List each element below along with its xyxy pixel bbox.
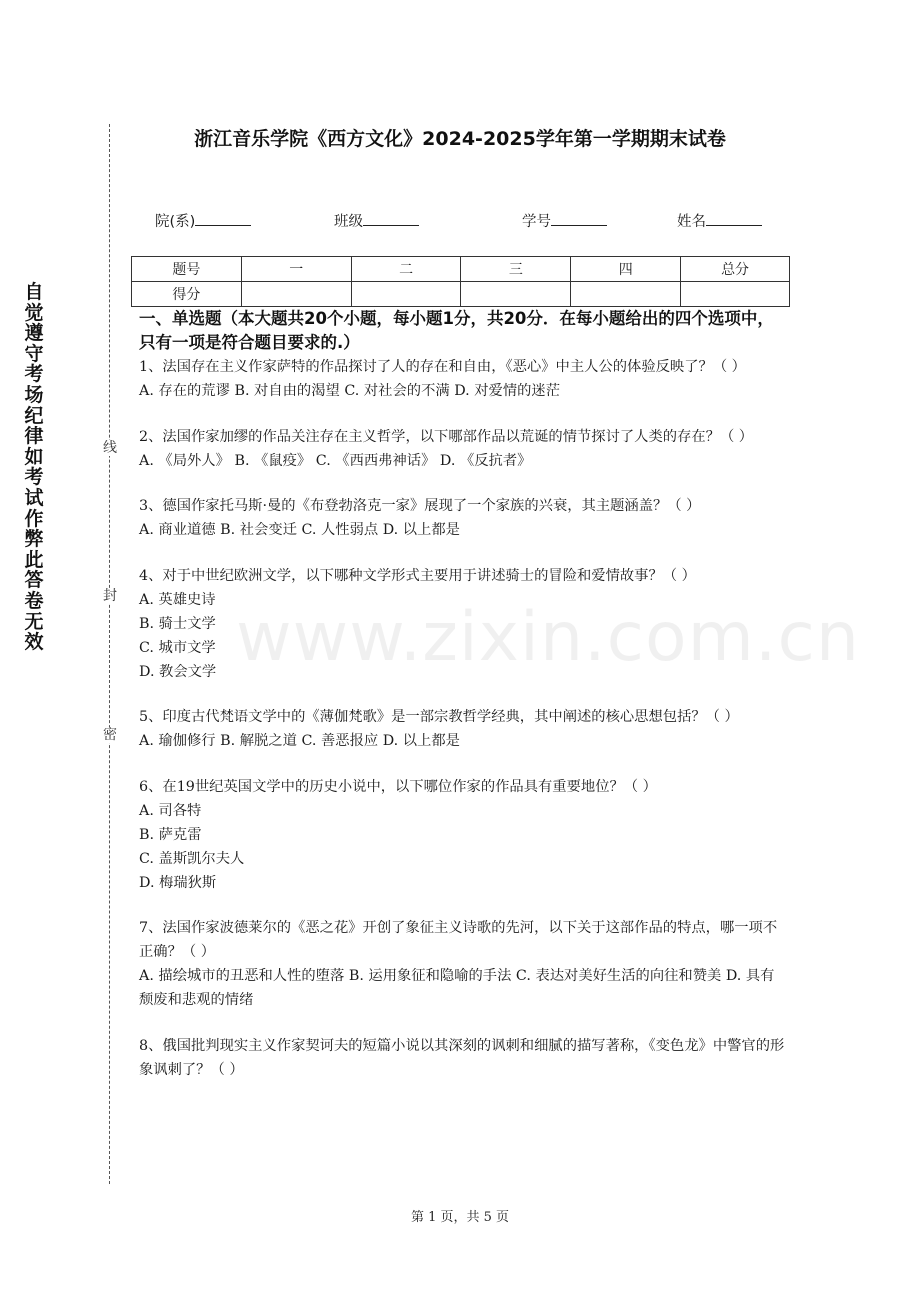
- class-blank[interactable]: [363, 211, 419, 226]
- section-heading: 一、单选题（本大题共20个小题，每小题1分，共20分．在每小题给出的四个选项中，只有一项是符合题目要求的.）: [139, 309, 774, 352]
- question-option: D. 教会文学: [139, 663, 217, 680]
- question-item: [139, 494, 787, 542]
- score-cell[interactable]: [461, 282, 571, 307]
- question-item: [139, 355, 787, 403]
- score-table-header-cell: 三: [461, 257, 571, 282]
- name-blank[interactable]: [706, 211, 762, 226]
- department-field[interactable]: [155, 211, 251, 232]
- question-option: A. 英雄史诗: [139, 591, 216, 608]
- score-table: [131, 256, 790, 307]
- score-table-header-cell: 一: [241, 257, 351, 282]
- score-table-header-cell: 四: [571, 257, 681, 282]
- binding-mark-xian: 线: [103, 440, 117, 456]
- binding-mark-feng: 封: [103, 588, 117, 604]
- question-item: [139, 705, 787, 753]
- name-label: 姓名: [677, 214, 706, 230]
- question-text: 7、法国作家波德莱尔的《恶之花》开创了象征主义诗歌的先河，以下关于这部作品的特点，哪一项不正确？（ ）: [139, 920, 778, 960]
- class-label: 班级: [334, 214, 363, 230]
- question-option: A. 司各特: [139, 802, 202, 819]
- binding-dashed-line: [109, 124, 110, 1184]
- question-options: A. 描绘城市的丑恶和人性的堕落 B. 运用象征和隐喻的手法 C. 表达对美好生活的向往和赞美 D. 具有颓废和悲观的情绪: [139, 968, 775, 1008]
- question-item: [139, 775, 787, 895]
- question-options: A. 商业道德 B. 社会变迁 C. 人性弱点 D. 以上都是: [139, 522, 460, 538]
- score-row-label: 得分: [132, 282, 242, 307]
- score-table-header-row: [132, 257, 790, 282]
- score-table-score-row: [132, 282, 790, 307]
- question-item: [139, 425, 787, 473]
- question-text: 2、法国作家加缪的作品关注存在主义哲学，以下哪部作品以荒诞的情节探讨了人类的存在？（ ）: [139, 428, 754, 445]
- score-table-header-cell: 总分: [681, 257, 790, 282]
- question-item: [139, 564, 787, 684]
- question-text: 1、法国存在主义作家萨特的作品探讨了人的存在和自由，《恶心》中主人公的体验反映了？（ ）: [139, 359, 746, 375]
- question-item: [139, 1034, 787, 1082]
- question-item: [139, 916, 787, 1012]
- score-table-header-cell: 二: [351, 257, 461, 282]
- question-options: A. 瑜伽修行 B. 解脱之道 C. 善恶报应 D. 以上都是: [139, 733, 460, 749]
- question-text: 4、对于中世纪欧洲文学，以下哪种文学形式主要用于讲述骑士的冒险和爱情故事？（ ）: [139, 567, 696, 584]
- student-id-blank[interactable]: [551, 211, 607, 226]
- student-id-label: 学号: [522, 214, 551, 230]
- department-blank[interactable]: [195, 211, 251, 226]
- page-footer: 第 1 页，共 5 页: [410, 1210, 510, 1225]
- question-options: A. 《局外人》 B. 《鼠疫》 C. 《西西弗神话》 D. 《反抗者》: [139, 452, 532, 469]
- class-field[interactable]: [334, 211, 419, 232]
- question-option: B. 萨克雷: [139, 826, 202, 843]
- question-list: [139, 355, 787, 1103]
- question-option: B. 骑士文学: [139, 615, 216, 632]
- question-option: C. 盖斯凯尔夫人: [139, 850, 245, 867]
- question-text: 3、德国作家托马斯·曼的《布登勃洛克一家》展现了一个家族的兴衰，其主题涵盖？（ ）: [139, 498, 701, 514]
- exam-rules-side-note: 自觉遵守考场纪律如考试作弊此答卷无效: [24, 281, 44, 654]
- question-text: 6、在19世纪英国文学中的历史小说中，以下哪位作家的作品具有重要地位？（ ）: [139, 778, 657, 795]
- exam-title: 浙江音乐学院《西方文化》2024-2025学年第一学期期末试卷: [194, 128, 726, 150]
- binding-mark-mi: 密: [103, 727, 117, 743]
- question-text: 5、印度古代梵语文学中的《薄伽梵歌》是一部宗教哲学经典，其中阐述的核心思想包括？（ ）: [139, 709, 739, 725]
- question-text: 8、俄国批判现实主义作家契诃夫的短篇小说以其深刻的讽刺和细腻的描写著称，《变色龙》中警官的形象讽刺了？（ ）: [139, 1037, 785, 1078]
- question-option: D. 梅瑞狄斯: [139, 874, 217, 891]
- score-cell[interactable]: [681, 282, 790, 307]
- name-field[interactable]: [677, 211, 762, 232]
- question-options: A. 存在的荒谬 B. 对自由的渴望 C. 对社会的不满 D. 对爱情的迷茫: [139, 383, 561, 399]
- score-cell[interactable]: [571, 282, 681, 307]
- department-label: 院(系): [155, 214, 196, 230]
- score-cell[interactable]: [241, 282, 351, 307]
- score-table-header-cell: 题号: [132, 257, 242, 282]
- score-cell[interactable]: [351, 282, 461, 307]
- watermark: www.zixin.com.cn: [236, 598, 860, 677]
- student-id-field[interactable]: [522, 211, 607, 232]
- question-option: C. 城市文学: [139, 639, 216, 656]
